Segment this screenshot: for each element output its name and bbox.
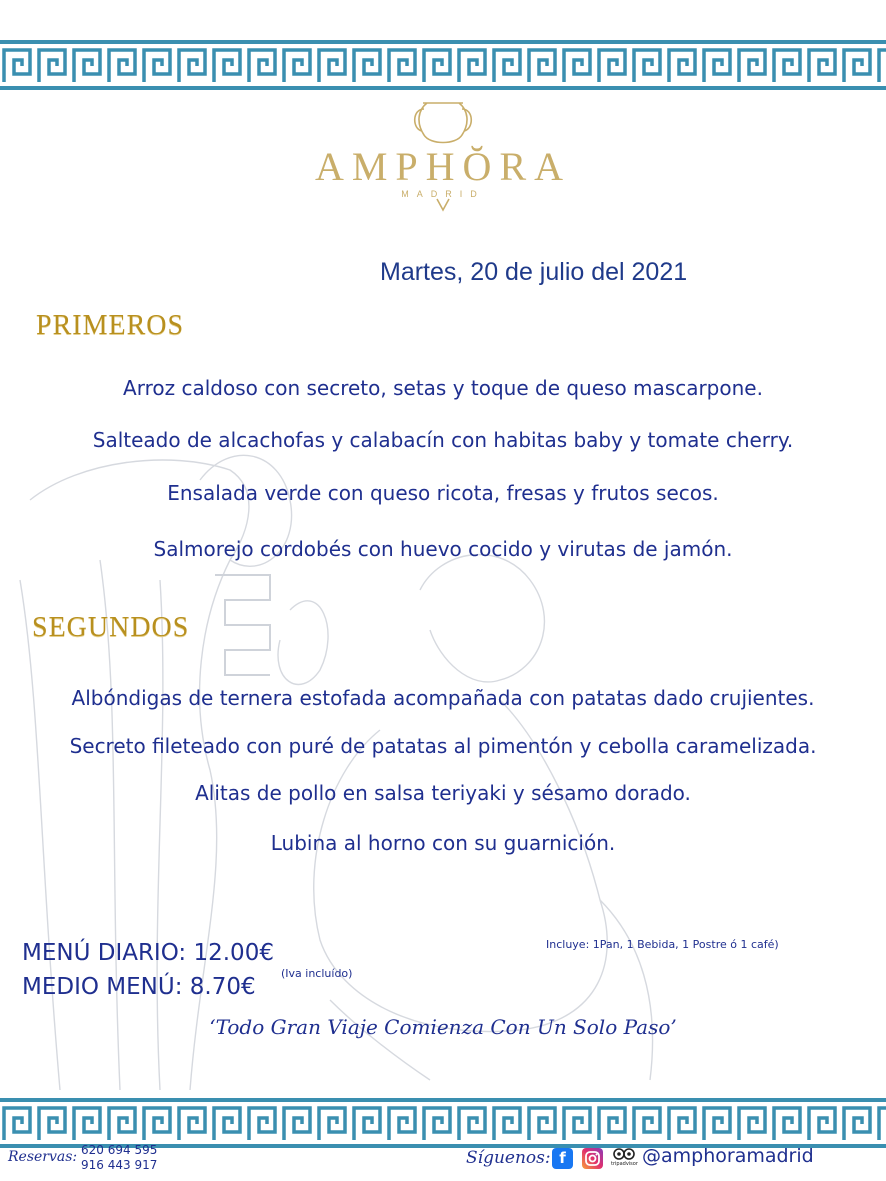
reservas-label: Reservas:: [8, 1149, 78, 1165]
logo-wordmark: AMPHŎRA: [314, 144, 572, 189]
includes-note: Incluye: 1Pan, 1 Bebida, 1 Postre ó 1 café): [546, 938, 779, 951]
segundos-item: Secreto fileteado con puré de patatas al pimentón y cebolla caramelizada.: [69, 734, 817, 758]
phone-number[interactable]: 620 694 595: [81, 1143, 158, 1157]
primeros-item: Arroz caldoso con secreto, setas y toque de queso mascarpone.: [123, 376, 763, 400]
primeros-item: Salteado de alcachofas y calabacín con habitas baby y tomate cherry.: [92, 428, 794, 452]
medio-menu-price: MEDIO MENÚ: 8.70€: [22, 974, 256, 1000]
primeros-item: Ensalada verde con queso ricota, fresas y frutos secos.: [167, 481, 719, 505]
segundos-item: Lubina al horno con su guarnición.: [270, 831, 616, 855]
follow-label: Síguenos:: [466, 1148, 551, 1168]
segundos-item: Albóndigas de ternera estofada acompañada con patatas dado crujientes.: [71, 686, 815, 710]
iva-note: (Iva incluído): [281, 967, 353, 980]
primeros-item: Salmorejo cordobés con huevo cocido y virutas de jamón.: [153, 537, 733, 561]
phone-number[interactable]: 916 443 917: [81, 1158, 158, 1172]
segundos-heading: SEGUNDOS: [32, 612, 190, 643]
social-handle[interactable]: @amphoramadrid: [642, 1145, 814, 1167]
logo-city: MADRID: [401, 189, 485, 199]
menu-diario-price: MENÚ DIARIO: 12.00€: [22, 940, 274, 966]
segundos-item: Alitas de pollo en salsa teriyaki y sésamo dorado.: [195, 781, 691, 805]
greek-key-border-bottom: [0, 1098, 886, 1148]
instagram-icon[interactable]: [582, 1148, 603, 1169]
amphora-logo: [300, 95, 586, 215]
tripadvisor-label: tripadvisor: [611, 1161, 638, 1167]
primeros-heading: PRIMEROS: [36, 310, 185, 341]
motto-quote: ‘Todo Gran Viaje Comienza Con Un Solo Paso’: [209, 1015, 677, 1039]
menu-date: Martes, 20 de julio del 2021: [380, 258, 688, 286]
facebook-icon[interactable]: f: [552, 1148, 573, 1169]
greek-key-border-top: [0, 40, 886, 90]
tripadvisor-icon[interactable]: [611, 1146, 637, 1170]
